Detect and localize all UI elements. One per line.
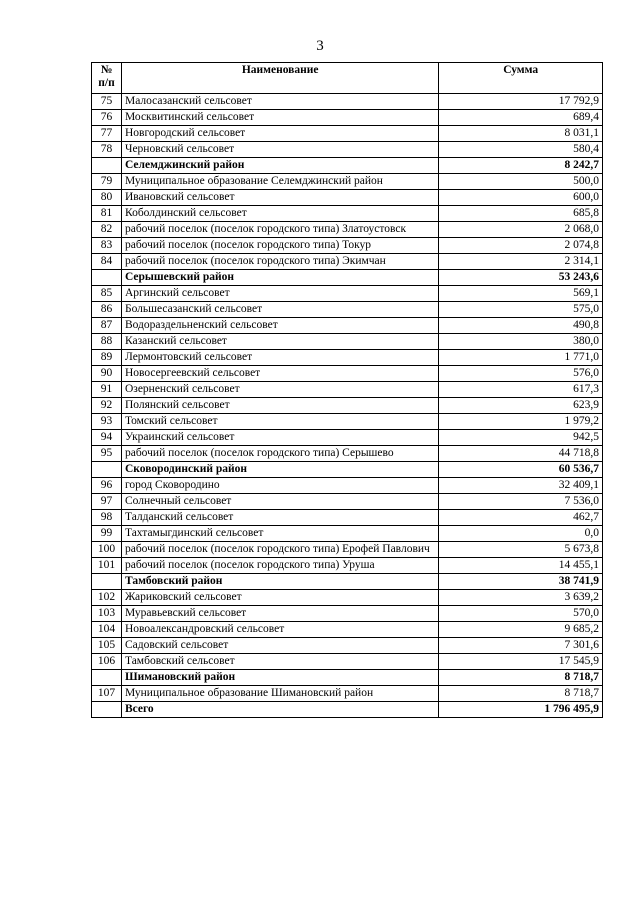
- row-sum: 38 741,9: [439, 574, 603, 590]
- row-sum: 569,1: [439, 286, 603, 302]
- row-name: Жариковский сельсовет: [121, 590, 438, 606]
- row-sum: 8 718,7: [439, 670, 603, 686]
- row-sum: 942,5: [439, 430, 603, 446]
- row-sum: 0,0: [439, 526, 603, 542]
- row-name: Всего: [121, 702, 438, 718]
- row-sum: 580,4: [439, 142, 603, 158]
- row-name: Коболдинский сельсовет: [121, 206, 438, 222]
- row-sum: 2 068,0: [439, 222, 603, 238]
- table-row: [92, 430, 603, 446]
- table-row: [92, 622, 603, 638]
- row-number: 88: [92, 334, 122, 350]
- row-number: 99: [92, 526, 122, 542]
- row-name: Казанский сельсовет: [121, 334, 438, 350]
- row-name: Тамбовский сельсовет: [121, 654, 438, 670]
- row-number: 82: [92, 222, 122, 238]
- row-name: Муниципальное образование Шимановский район: [121, 686, 438, 702]
- row-number: 87: [92, 318, 122, 334]
- table-row: [92, 590, 603, 606]
- district-row: [92, 462, 603, 478]
- district-row: [92, 270, 603, 286]
- row-sum: 14 455,1: [439, 558, 603, 574]
- row-number: 85: [92, 286, 122, 302]
- page-number: 3: [316, 38, 324, 54]
- row-sum: 1 979,2: [439, 414, 603, 430]
- row-sum: 8 718,7: [439, 686, 603, 702]
- table-row: [92, 286, 603, 302]
- table-row: [92, 350, 603, 366]
- table-row: [92, 334, 603, 350]
- district-row: [92, 670, 603, 686]
- table-row: [92, 558, 603, 574]
- table-row: [92, 542, 603, 558]
- row-name: рабочий поселок (поселок городского типа) Златоустовск: [121, 222, 438, 238]
- row-number: [92, 702, 122, 718]
- row-sum: 5 673,8: [439, 542, 603, 558]
- table-row: [92, 638, 603, 654]
- table-row: [92, 222, 603, 238]
- row-number: 103: [92, 606, 122, 622]
- table-row: [92, 526, 603, 542]
- row-name: рабочий поселок (поселок городского типа) Ерофей Павлович: [121, 542, 438, 558]
- row-name: город Сковородино: [121, 478, 438, 494]
- row-number: 83: [92, 238, 122, 254]
- row-number: 95: [92, 446, 122, 462]
- table-row: [92, 446, 603, 462]
- row-number: 80: [92, 190, 122, 206]
- row-name: Москвитинский сельсовет: [121, 110, 438, 126]
- row-name: Черновский сельсовет: [121, 142, 438, 158]
- row-number: 97: [92, 494, 122, 510]
- row-number: 102: [92, 590, 122, 606]
- row-sum: 490,8: [439, 318, 603, 334]
- row-number: 107: [92, 686, 122, 702]
- row-name: Новоалександровский сельсовет: [121, 622, 438, 638]
- row-sum: 689,4: [439, 110, 603, 126]
- row-sum: 500,0: [439, 174, 603, 190]
- district-row: [92, 574, 603, 590]
- row-sum: 7 536,0: [439, 494, 603, 510]
- row-name: Малосазанский сельсовет: [121, 94, 438, 110]
- row-number: 75: [92, 94, 122, 110]
- row-sum: 1 771,0: [439, 350, 603, 366]
- row-name: рабочий поселок (поселок городского типа) Токур: [121, 238, 438, 254]
- row-sum: 576,0: [439, 366, 603, 382]
- row-sum: 7 301,6: [439, 638, 603, 654]
- row-name: Солнечный сельсовет: [121, 494, 438, 510]
- row-sum: 8 242,7: [439, 158, 603, 174]
- row-number: 105: [92, 638, 122, 654]
- row-name: Муравьевский сельсовет: [121, 606, 438, 622]
- row-sum: 462,7: [439, 510, 603, 526]
- row-name: Лермонтовский сельсовет: [121, 350, 438, 366]
- row-number: 76: [92, 110, 122, 126]
- row-sum: 60 536,7: [439, 462, 603, 478]
- row-number: 79: [92, 174, 122, 190]
- row-number: 89: [92, 350, 122, 366]
- row-name: рабочий поселок (поселок городского типа) Уруша: [121, 558, 438, 574]
- table-row: [92, 478, 603, 494]
- row-name: Томский сельсовет: [121, 414, 438, 430]
- row-name: Садовский сельсовет: [121, 638, 438, 654]
- row-name: Шимановский район: [121, 670, 438, 686]
- table-row: [92, 382, 603, 398]
- row-number: [92, 574, 122, 590]
- row-name: Сковородинский район: [121, 462, 438, 478]
- table-row: [92, 494, 603, 510]
- row-sum: 600,0: [439, 190, 603, 206]
- row-sum: 380,0: [439, 334, 603, 350]
- row-name: рабочий поселок (поселок городского типа) Серышево: [121, 446, 438, 462]
- budget-table: [91, 62, 603, 718]
- row-number: 91: [92, 382, 122, 398]
- row-number: [92, 158, 122, 174]
- table-row: [92, 174, 603, 190]
- row-sum: 32 409,1: [439, 478, 603, 494]
- row-number: [92, 462, 122, 478]
- table-row: [92, 190, 603, 206]
- row-number: 94: [92, 430, 122, 446]
- row-sum: 575,0: [439, 302, 603, 318]
- table-row: [92, 606, 603, 622]
- table-row: [92, 126, 603, 142]
- row-name: Тамбовский район: [121, 574, 438, 590]
- row-sum: 17 545,9: [439, 654, 603, 670]
- row-sum: 623,9: [439, 398, 603, 414]
- row-number: 100: [92, 542, 122, 558]
- table-row: [92, 206, 603, 222]
- row-name: Украинский сельсовет: [121, 430, 438, 446]
- table-row: [92, 654, 603, 670]
- table-row: [92, 142, 603, 158]
- table-row: [92, 302, 603, 318]
- row-number: 96: [92, 478, 122, 494]
- table-row: [92, 94, 603, 110]
- header-sum: Сумма: [439, 63, 603, 94]
- row-number: 86: [92, 302, 122, 318]
- row-name: Тахтамыгдинский сельсовет: [121, 526, 438, 542]
- district-row: [92, 158, 603, 174]
- row-name: Озерненский сельсовет: [121, 382, 438, 398]
- row-sum: 1 796 495,9: [439, 702, 603, 718]
- row-number: 106: [92, 654, 122, 670]
- header-name: Наименование: [121, 63, 438, 94]
- row-number: 98: [92, 510, 122, 526]
- row-name: Серышевский район: [121, 270, 438, 286]
- row-number: 78: [92, 142, 122, 158]
- row-name: Водораздельненский сельсовет: [121, 318, 438, 334]
- row-sum: 2 074,8: [439, 238, 603, 254]
- row-number: 84: [92, 254, 122, 270]
- row-sum: 3 639,2: [439, 590, 603, 606]
- table-row: [92, 398, 603, 414]
- row-number: [92, 270, 122, 286]
- row-number: 90: [92, 366, 122, 382]
- table-body: [92, 94, 603, 718]
- row-number: 104: [92, 622, 122, 638]
- table-row: [92, 110, 603, 126]
- total-row: [92, 702, 603, 718]
- table-row: [92, 510, 603, 526]
- row-sum: 9 685,2: [439, 622, 603, 638]
- row-sum: 617,3: [439, 382, 603, 398]
- row-name: Аргинский сельсовет: [121, 286, 438, 302]
- table-row: [92, 238, 603, 254]
- row-number: 101: [92, 558, 122, 574]
- table-row: [92, 414, 603, 430]
- table-header-row: [92, 63, 603, 94]
- row-name: рабочий поселок (поселок городского типа) Экимчан: [121, 254, 438, 270]
- row-name: Новгородский сельсовет: [121, 126, 438, 142]
- table-row: [92, 366, 603, 382]
- row-name: Муниципальное образование Селемджинский район: [121, 174, 438, 190]
- row-name: Большесазанский сельсовет: [121, 302, 438, 318]
- table-row: [92, 686, 603, 702]
- row-sum: 8 031,1: [439, 126, 603, 142]
- row-name: Новосергеевский сельсовет: [121, 366, 438, 382]
- row-sum: 570,0: [439, 606, 603, 622]
- row-sum: 2 314,1: [439, 254, 603, 270]
- row-number: 92: [92, 398, 122, 414]
- table-row: [92, 254, 603, 270]
- row-sum: 17 792,9: [439, 94, 603, 110]
- row-name: Полянский сельсовет: [121, 398, 438, 414]
- table-row: [92, 318, 603, 334]
- row-number: 77: [92, 126, 122, 142]
- row-name: Талданский сельсовет: [121, 510, 438, 526]
- row-sum: 44 718,8: [439, 446, 603, 462]
- row-name: Ивановский сельсовет: [121, 190, 438, 206]
- header-number: № п/п: [92, 63, 122, 94]
- row-sum: 685,8: [439, 206, 603, 222]
- row-name: Селемджинский район: [121, 158, 438, 174]
- row-number: [92, 670, 122, 686]
- row-number: 93: [92, 414, 122, 430]
- row-sum: 53 243,6: [439, 270, 603, 286]
- row-number: 81: [92, 206, 122, 222]
